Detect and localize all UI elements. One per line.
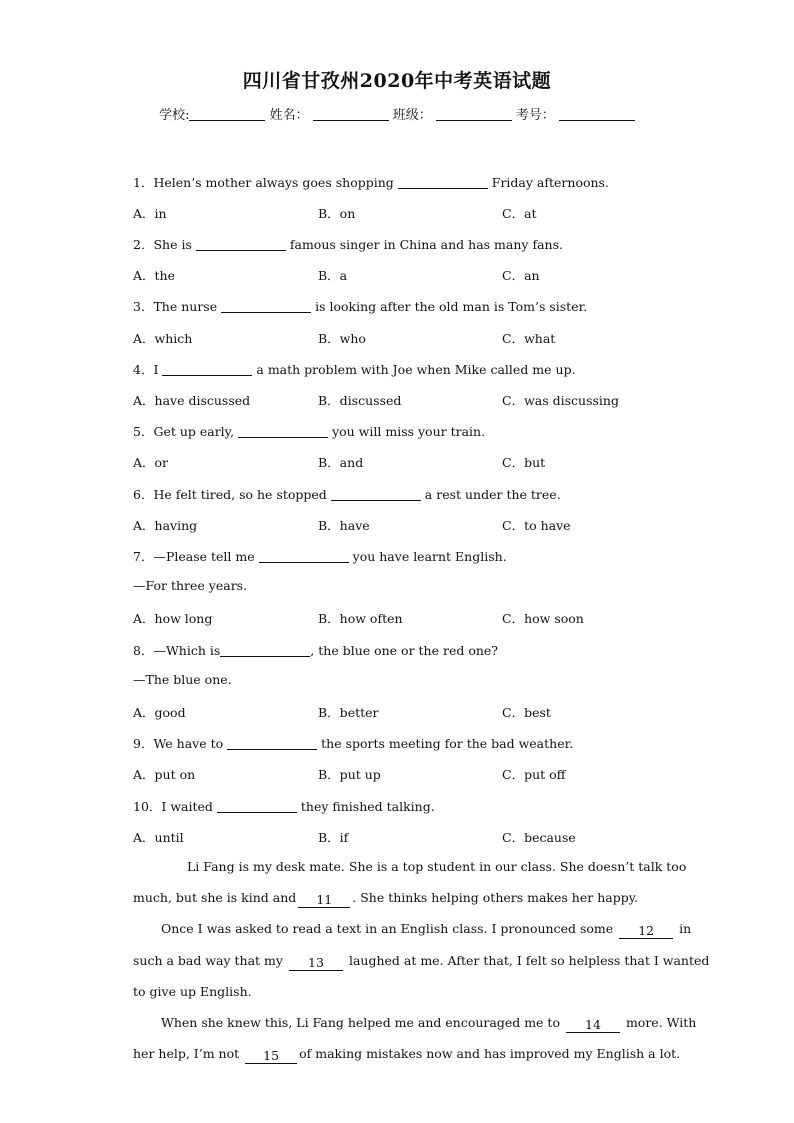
- question-3: [133, 297, 587, 315]
- question-text: 5．Get up early,: [133, 424, 235, 439]
- answer-blank[interactable]: [259, 562, 349, 563]
- option-a[interactable]: A．put on: [133, 767, 196, 782]
- passage-text: such a bad way that my: [133, 953, 283, 968]
- name-blank[interactable]: [313, 120, 389, 121]
- question-9: [133, 734, 573, 752]
- passage-line: [161, 1015, 697, 1033]
- question-4: [133, 360, 576, 378]
- cloze-blank-15[interactable]: 15: [245, 1048, 297, 1064]
- question-8: [133, 641, 498, 659]
- answer-blank[interactable]: [398, 188, 488, 189]
- passage-line: Li Fang is my desk mate. She is a top student in our class. She doesn’t talk too: [187, 859, 687, 874]
- question-text: the sports meeting for the bad weather.: [321, 736, 574, 751]
- question-text: 6．He felt tired, so he stopped: [133, 487, 327, 502]
- answer-blank[interactable]: [196, 250, 286, 251]
- passage-text: laughed at me. After that, I felt so helpless that I wanted: [348, 953, 710, 968]
- option-a[interactable]: A．the: [133, 268, 175, 283]
- option-c[interactable]: C．what: [502, 331, 556, 346]
- question-text: Friday afternoons.: [491, 175, 609, 190]
- class-blank[interactable]: [436, 120, 512, 121]
- cloze-blank-11[interactable]: 11: [298, 892, 350, 908]
- question-8-reply: —The blue one.: [133, 672, 232, 687]
- school-blank[interactable]: [189, 120, 265, 121]
- passage-text: in: [679, 921, 692, 936]
- option-b[interactable]: B．discussed: [318, 393, 402, 408]
- option-b[interactable]: B．on: [318, 206, 356, 221]
- option-a[interactable]: A．in: [133, 206, 167, 221]
- option-c[interactable]: C．but: [502, 455, 546, 470]
- question-text: they finished talking.: [300, 799, 435, 814]
- passage-text: much, but she is kind and: [133, 890, 297, 905]
- exam-no-label: 考号：: [515, 108, 555, 123]
- passage-line: [133, 1046, 681, 1064]
- passage-text: her help, I’m not: [133, 1046, 240, 1061]
- answer-blank[interactable]: [238, 437, 328, 438]
- answer-blank[interactable]: [217, 812, 297, 813]
- passage-text: When she knew this, Li Fang helped me and encouraged me to: [161, 1015, 560, 1030]
- option-b[interactable]: B．put up: [318, 767, 381, 782]
- page-title: 四川省甘孜州2020年中考英语试题: [242, 70, 552, 92]
- question-text: 10．I waited: [133, 799, 213, 814]
- passage-text: more. With: [625, 1015, 697, 1030]
- question-text: a rest under the tree.: [424, 487, 561, 502]
- option-b[interactable]: B．who: [318, 331, 366, 346]
- passage-line: [161, 921, 692, 939]
- question-6: [133, 485, 561, 503]
- question-1: [133, 173, 609, 191]
- passage-text: of making mistakes now and has improved my English a lot.: [299, 1046, 681, 1061]
- option-c[interactable]: C．how soon: [502, 611, 584, 626]
- cloze-blank-14[interactable]: 14: [566, 1017, 620, 1033]
- name-label: 姓名：: [269, 108, 309, 123]
- question-text: famous singer in China and has many fans.: [289, 237, 563, 252]
- option-c[interactable]: C．because: [502, 830, 576, 845]
- cloze-blank-12[interactable]: 12: [619, 923, 673, 939]
- passage-text: Once I was asked to read a text in an English class. I pronounced some: [161, 921, 614, 936]
- question-text: is looking after the old man is Tom’s sister.: [315, 299, 588, 314]
- answer-blank[interactable]: [162, 375, 252, 376]
- option-c[interactable]: C．best: [502, 705, 551, 720]
- option-c[interactable]: C．at: [502, 206, 537, 221]
- passage-text: . She thinks helping others makes her happy.: [352, 890, 639, 905]
- class-label: 班级：: [392, 108, 432, 123]
- option-a[interactable]: A．have discussed: [133, 393, 251, 408]
- option-b[interactable]: B．better: [318, 705, 379, 720]
- question-text: 1．Helen’s mother always goes shopping: [133, 175, 394, 190]
- option-b[interactable]: B．a: [318, 268, 348, 283]
- question-10: [133, 797, 435, 815]
- option-b[interactable]: B．how often: [318, 611, 403, 626]
- option-c[interactable]: C．was discussing: [502, 393, 619, 408]
- question-text: you have learnt English.: [352, 549, 507, 564]
- question-text: 3．The nurse: [133, 299, 218, 314]
- option-a[interactable]: A．having: [133, 518, 198, 533]
- student-info-line: [0, 104, 794, 123]
- answer-blank[interactable]: [221, 312, 311, 313]
- question-text: 4．I: [133, 362, 159, 377]
- option-a[interactable]: A．how long: [133, 611, 213, 626]
- passage-line: [133, 890, 653, 908]
- question-text: 8．—Which is: [133, 643, 221, 658]
- question-text: 7．—Please tell me: [133, 549, 255, 564]
- answer-blank[interactable]: [331, 500, 421, 501]
- option-a[interactable]: A．which: [133, 331, 193, 346]
- option-a[interactable]: A．good: [133, 705, 186, 720]
- school-label: 学校:: [159, 108, 190, 123]
- option-c[interactable]: C．put off: [502, 767, 566, 782]
- question-7-reply: —For three years.: [133, 578, 248, 593]
- question-text: 2．She is: [133, 237, 192, 252]
- passage-line: [133, 953, 710, 971]
- option-b[interactable]: B．if: [318, 830, 349, 845]
- question-7: [133, 547, 507, 565]
- exam-no-blank[interactable]: [559, 120, 635, 121]
- passage-line: to give up English.: [133, 984, 252, 999]
- option-a[interactable]: A．until: [133, 830, 184, 845]
- option-c[interactable]: C．to have: [502, 518, 571, 533]
- answer-blank[interactable]: [227, 749, 317, 750]
- cloze-blank-13[interactable]: 13: [289, 955, 343, 971]
- question-5: [133, 422, 485, 440]
- question-text: 9．We have to: [133, 736, 224, 751]
- question-text: a math problem with Joe when Mike called me up.: [256, 362, 576, 377]
- option-c[interactable]: C．an: [502, 268, 540, 283]
- question-text: you will miss your train.: [332, 424, 486, 439]
- question-text: , the blue one or the red one?: [310, 643, 498, 658]
- option-a[interactable]: A．or: [133, 455, 169, 470]
- question-2: [133, 235, 563, 253]
- answer-blank[interactable]: [220, 656, 310, 657]
- option-b[interactable]: B．and: [318, 455, 364, 470]
- option-b[interactable]: B．have: [318, 518, 370, 533]
